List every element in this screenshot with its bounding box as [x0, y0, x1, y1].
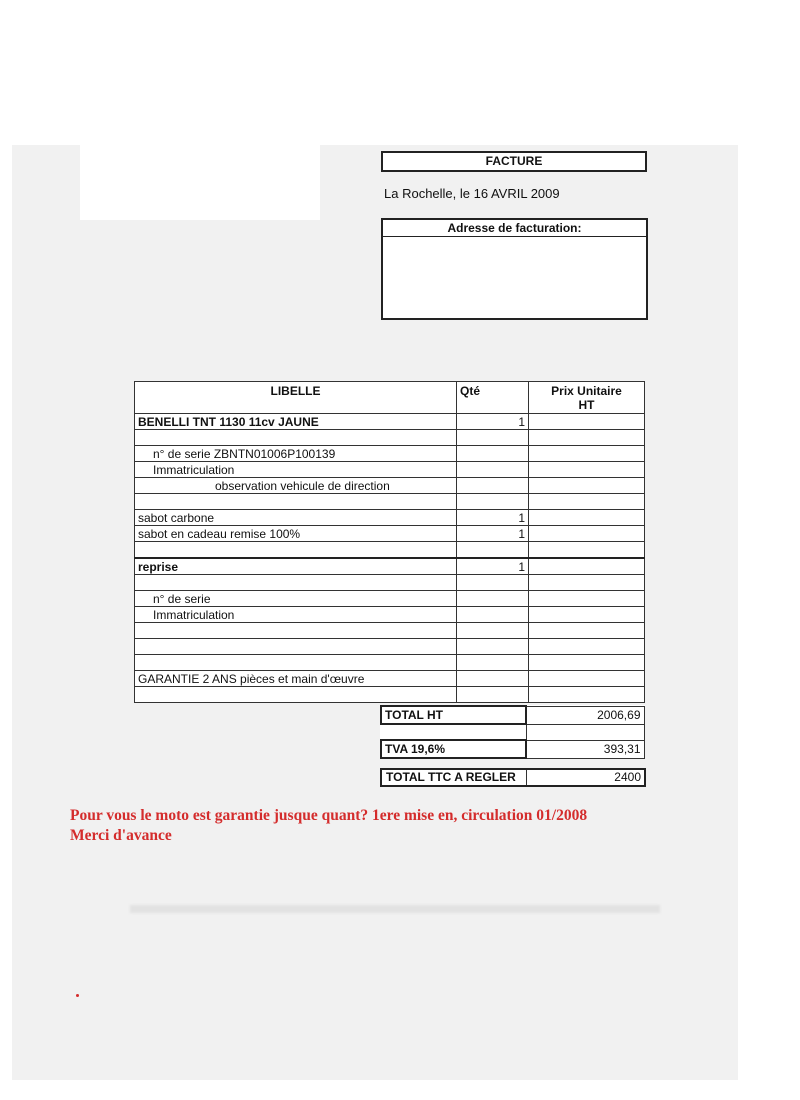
table-row: [135, 526, 645, 542]
column-header-price-line1: Prix Unitaire: [551, 384, 622, 398]
row-libelle: GARANTIE 2 ANS pièces et main d'œuvre: [135, 671, 457, 687]
row-libelle: reprise: [135, 558, 457, 575]
table-row: [135, 591, 645, 607]
handwritten-note: [70, 806, 670, 846]
row-price: [529, 671, 645, 687]
column-header-price: [529, 382, 645, 414]
table-row: [135, 478, 645, 494]
note-line-2: Merci d'avance: [70, 827, 172, 844]
row-price: [529, 446, 645, 462]
row-libelle: [135, 687, 457, 703]
tva-label: TVA 19,6%: [381, 740, 526, 758]
total-ht-label: TOTAL HT: [381, 706, 526, 724]
table-row: [135, 623, 645, 639]
row-price: [529, 591, 645, 607]
row-price: [529, 558, 645, 575]
row-qty: 1: [457, 558, 529, 575]
table-row: [135, 494, 645, 510]
table-row: [135, 671, 645, 687]
column-header-libelle: LIBELLE: [135, 382, 457, 414]
billing-address-title: Adresse de facturation:: [383, 220, 646, 237]
row-price: [529, 478, 645, 494]
row-qty: [457, 671, 529, 687]
totals-table: [380, 705, 645, 759]
row-price: [529, 526, 645, 542]
table-row: [135, 462, 645, 478]
row-qty: [457, 607, 529, 623]
row-libelle: n° de serie ZBNTN01006P100139: [135, 446, 457, 462]
row-libelle: sabot carbone: [135, 510, 457, 526]
total-ttc-value: 2400: [526, 770, 644, 785]
row-price: [529, 462, 645, 478]
row-price: [529, 510, 645, 526]
row-price: [529, 607, 645, 623]
row-price: [529, 430, 645, 446]
redacted-header-area: [80, 145, 320, 220]
table-row: [135, 607, 645, 623]
total-ht-row: [381, 706, 644, 724]
faint-footer-text: [130, 905, 660, 913]
row-qty: [457, 623, 529, 639]
row-qty: [457, 687, 529, 703]
table-row: [135, 510, 645, 526]
column-header-qty: Qté: [457, 382, 529, 414]
row-libelle: [135, 494, 457, 510]
row-qty: 1: [457, 526, 529, 542]
table-row: [135, 430, 645, 446]
row-qty: [457, 462, 529, 478]
row-price: [529, 414, 645, 430]
table-row: [135, 687, 645, 703]
invoice-table: [134, 381, 645, 703]
row-qty: [457, 655, 529, 671]
row-libelle: observation vehicule de direction: [135, 478, 457, 494]
row-qty: [457, 542, 529, 559]
row-libelle: [135, 639, 457, 655]
row-libelle: n° de serie: [135, 591, 457, 607]
row-price: [529, 655, 645, 671]
row-price: [529, 687, 645, 703]
invoice-title: FACTURE: [381, 151, 647, 172]
row-qty: [457, 478, 529, 494]
tva-row: [381, 740, 644, 758]
row-qty: [457, 430, 529, 446]
row-libelle: [135, 575, 457, 591]
row-qty: 1: [457, 510, 529, 526]
row-qty: 1: [457, 414, 529, 430]
row-libelle: BENELLI TNT 1130 11cv JAUNE: [135, 414, 457, 430]
invoice-date: La Rochelle, le 16 AVRIL 2009: [384, 186, 560, 201]
table-row: [135, 558, 645, 575]
red-dot: [76, 994, 79, 997]
row-qty: [457, 446, 529, 462]
table-row: [135, 542, 645, 559]
total-ht-value: 2006,69: [526, 706, 644, 724]
table-row: [135, 414, 645, 430]
table-row: [135, 655, 645, 671]
row-price: [529, 623, 645, 639]
table-row: [135, 446, 645, 462]
row-price: [529, 575, 645, 591]
row-libelle: Immatriculation: [135, 607, 457, 623]
note-line-1: Pour vous le moto est garantie jusque quant? 1ere mise en, circulation 01/2008: [70, 807, 588, 824]
row-price: [529, 542, 645, 559]
row-qty: [457, 575, 529, 591]
table-row: [135, 639, 645, 655]
tva-value: 393,31: [526, 740, 644, 758]
total-ttc-box: [380, 768, 646, 787]
row-qty: [457, 494, 529, 510]
row-price: [529, 639, 645, 655]
row-qty: [457, 591, 529, 607]
row-libelle: sabot en cadeau remise 100%: [135, 526, 457, 542]
table-row: [135, 575, 645, 591]
row-libelle: [135, 430, 457, 446]
row-libelle: [135, 623, 457, 639]
row-libelle: Immatriculation: [135, 462, 457, 478]
total-ttc-label: TOTAL TTC A REGLER: [386, 770, 516, 784]
totals-gap-row: [381, 724, 644, 740]
billing-address-box: [381, 218, 648, 320]
row-qty: [457, 639, 529, 655]
column-header-price-line2: HT: [578, 398, 595, 412]
row-libelle: [135, 655, 457, 671]
redacted-address: [423, 255, 608, 305]
row-price: [529, 494, 645, 510]
row-libelle: [135, 542, 457, 559]
table-header-row: [135, 382, 645, 414]
